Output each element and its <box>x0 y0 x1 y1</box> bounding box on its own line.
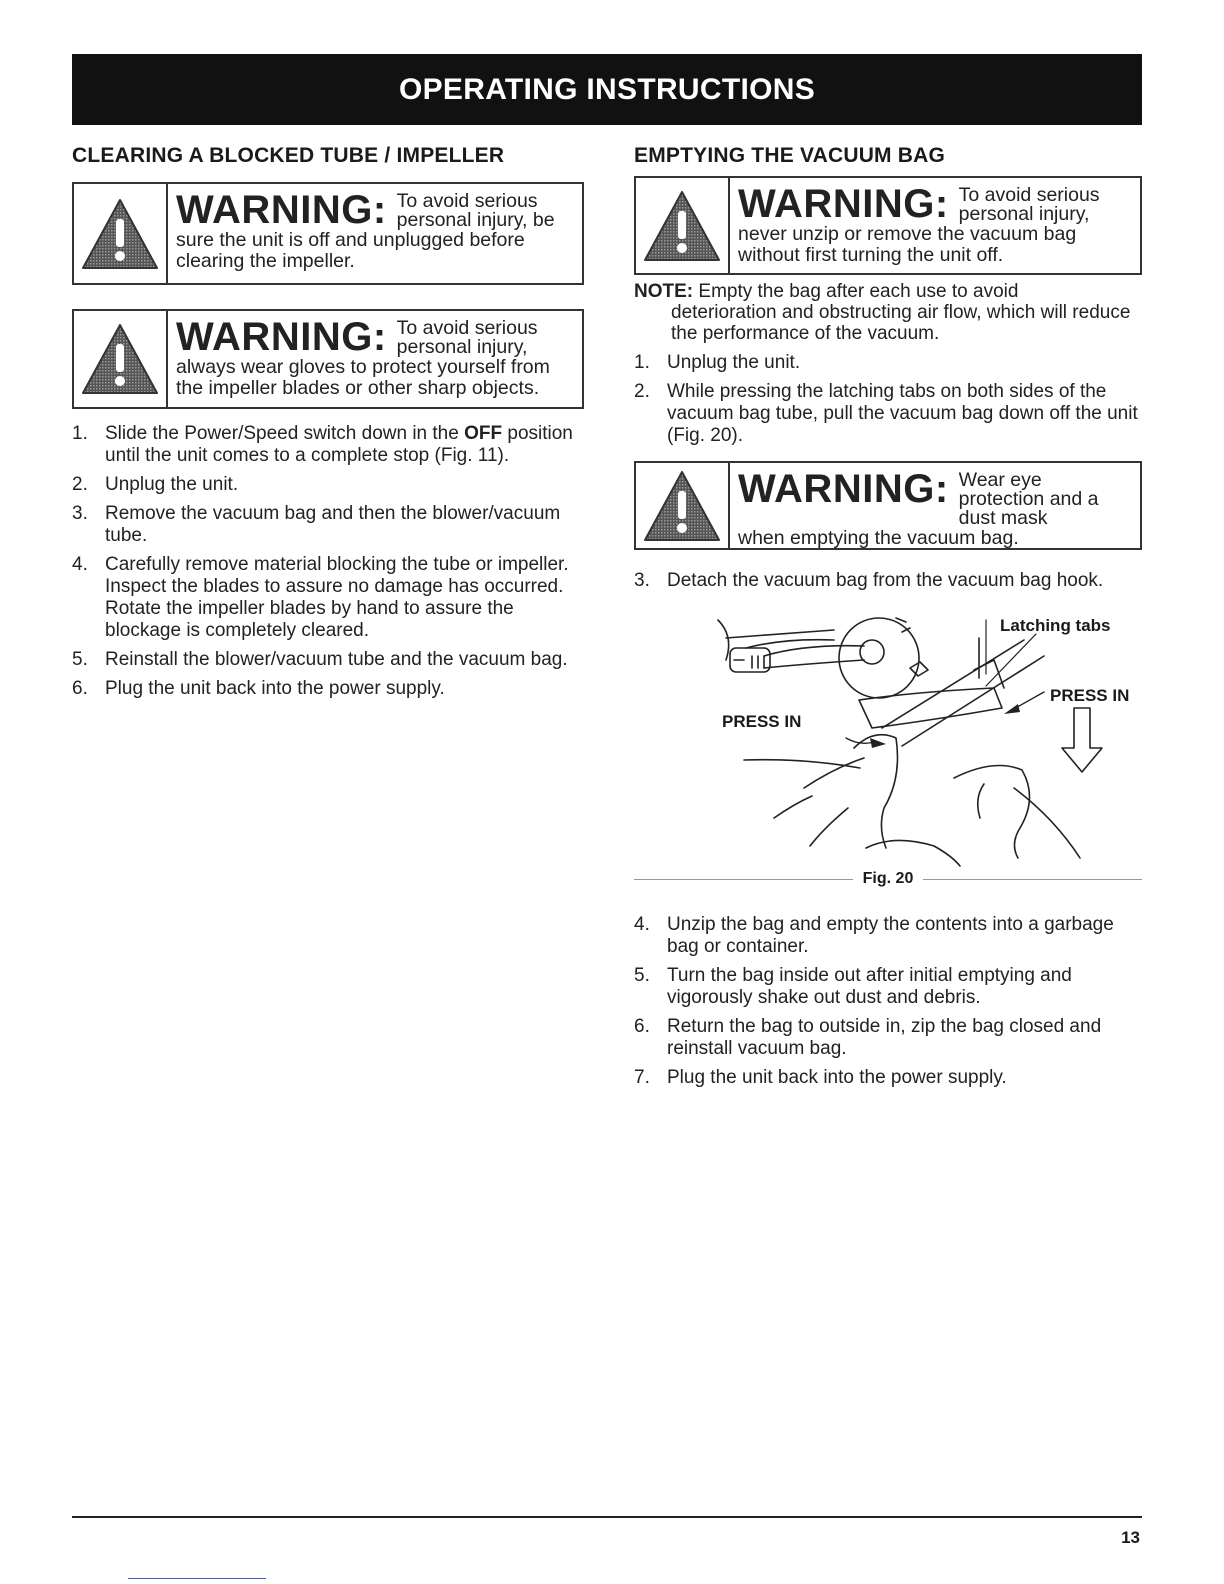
list-item: 6. Plug the unit back into the power supply. <box>72 678 445 699</box>
vacuum-bag-latch-drawing <box>634 608 1142 870</box>
list-item: 2. Unplug the unit. <box>72 474 239 495</box>
warning-text <box>168 311 582 407</box>
list-item: 4. Unzip the bag and empty the contents into a garbage bag or container. <box>634 914 1114 957</box>
list-item: 2. While pressing the latching tabs on both sides of the vacuum bag tube, pull the vacuum bag down off the unit (Fig. 20). <box>634 381 1138 446</box>
warning-box-unplug <box>72 182 584 285</box>
warning-word: WARNING: <box>738 182 949 226</box>
warning-box-unzip <box>634 176 1142 275</box>
list-item: 3. Remove the vacuum bag and then the blower/vacuum tube. <box>72 503 561 546</box>
section-heading-emptying: EMPTYING THE VACUUM BAG <box>634 144 946 167</box>
note-paragraph <box>634 281 1142 344</box>
warning-lead: Wear eye protection and a dust mask <box>958 469 1099 529</box>
note-first: Empty the bag after each use to avoid <box>698 281 1019 302</box>
figure-caption-text: Fig. 20 <box>862 870 914 887</box>
warning-box-gloves <box>72 309 584 409</box>
warning-rest: never unzip or remove the vacuum bag without first turning the unit off. <box>738 223 1077 266</box>
warning-icon-cell <box>74 184 168 283</box>
bottom-link-underline <box>128 1578 266 1579</box>
section-heading-clearing: CLEARING A BLOCKED TUBE / IMPELLER <box>72 144 505 167</box>
page-number: 13 <box>1121 1528 1140 1547</box>
warning-word: WARNING: <box>738 467 949 511</box>
banner-title: OPERATING INSTRUCTIONS <box>398 72 816 106</box>
warning-text <box>730 178 1140 273</box>
note-label: NOTE: <box>634 281 694 302</box>
warning-word: WARNING: <box>176 315 387 359</box>
note-rest: deterioration and obstructing air flow, which will reduce the performance of the vacuum. <box>671 302 1131 344</box>
list-item: 5. Turn the bag inside out after initial emptying and vigorously shake out dust and debris. <box>634 965 1072 1008</box>
steps-list-emptying-b <box>634 570 1142 592</box>
warning-rest: always wear gloves to protect yourself from the impeller blades or other sharp objects. <box>176 356 550 399</box>
warning-box-eye-protection <box>634 461 1142 550</box>
label-latching-tabs: Latching tabs <box>1000 616 1111 635</box>
figure-20-illustration <box>634 608 1142 870</box>
warning-text <box>730 463 1140 548</box>
left-column <box>72 140 584 707</box>
warning-lead: To avoid serious personal injury, <box>958 184 1100 225</box>
list-item: 1. Unplug the unit. <box>634 352 801 373</box>
steps-list-emptying-c <box>634 914 1142 1089</box>
list-item: 6. Return the bag to outside in, zip the bag closed and reinstall vacuum bag. <box>634 1016 1102 1059</box>
list-item: 7. Plug the unit back into the power supply. <box>634 1067 1007 1088</box>
footer-rule <box>72 1516 1142 1518</box>
list-item: 3. Detach the vacuum bag from the vacuum bag hook. <box>634 570 1104 591</box>
label-press-in-left: PRESS IN <box>722 712 802 731</box>
warning-icon-cell <box>74 311 168 407</box>
warning-rest: when emptying the vacuum bag. <box>738 527 1019 549</box>
label-press-in-right: PRESS IN <box>1050 686 1130 705</box>
warning-word: WARNING: <box>176 188 387 232</box>
warning-triangle-icon <box>81 322 159 396</box>
page-banner <box>72 54 1142 125</box>
list-item: 4. Carefully remove material blocking the tube or impeller. Inspect the blades to assure no damage has occurred. Rotate the impeller blades by hand to assure the blockage is completely cleared. <box>72 554 569 641</box>
list-item: 5. Reinstall the blower/vacuum tube and the vacuum bag. <box>72 649 568 670</box>
warning-triangle-icon <box>81 197 159 271</box>
steps-list-emptying-a <box>634 352 1142 447</box>
warning-lead: To avoid serious personal injury, <box>396 317 538 358</box>
warning-icon-cell <box>636 178 730 273</box>
warning-lead: To avoid serious personal injury, be <box>396 190 555 231</box>
steps-list-clearing <box>72 423 584 700</box>
right-column <box>634 140 1142 1096</box>
warning-rest: sure the unit is off and unplugged before clearing the impeller. <box>176 229 525 272</box>
list-item: 1. Slide the Power/Speed switch down in the OFF position until the unit comes to a complete stop (Fig. 11). <box>72 423 573 466</box>
warning-icon-cell <box>636 463 730 548</box>
warning-triangle-icon <box>643 189 721 263</box>
figure-caption <box>634 870 1142 888</box>
warning-text <box>168 184 582 283</box>
warning-triangle-icon <box>643 469 721 543</box>
